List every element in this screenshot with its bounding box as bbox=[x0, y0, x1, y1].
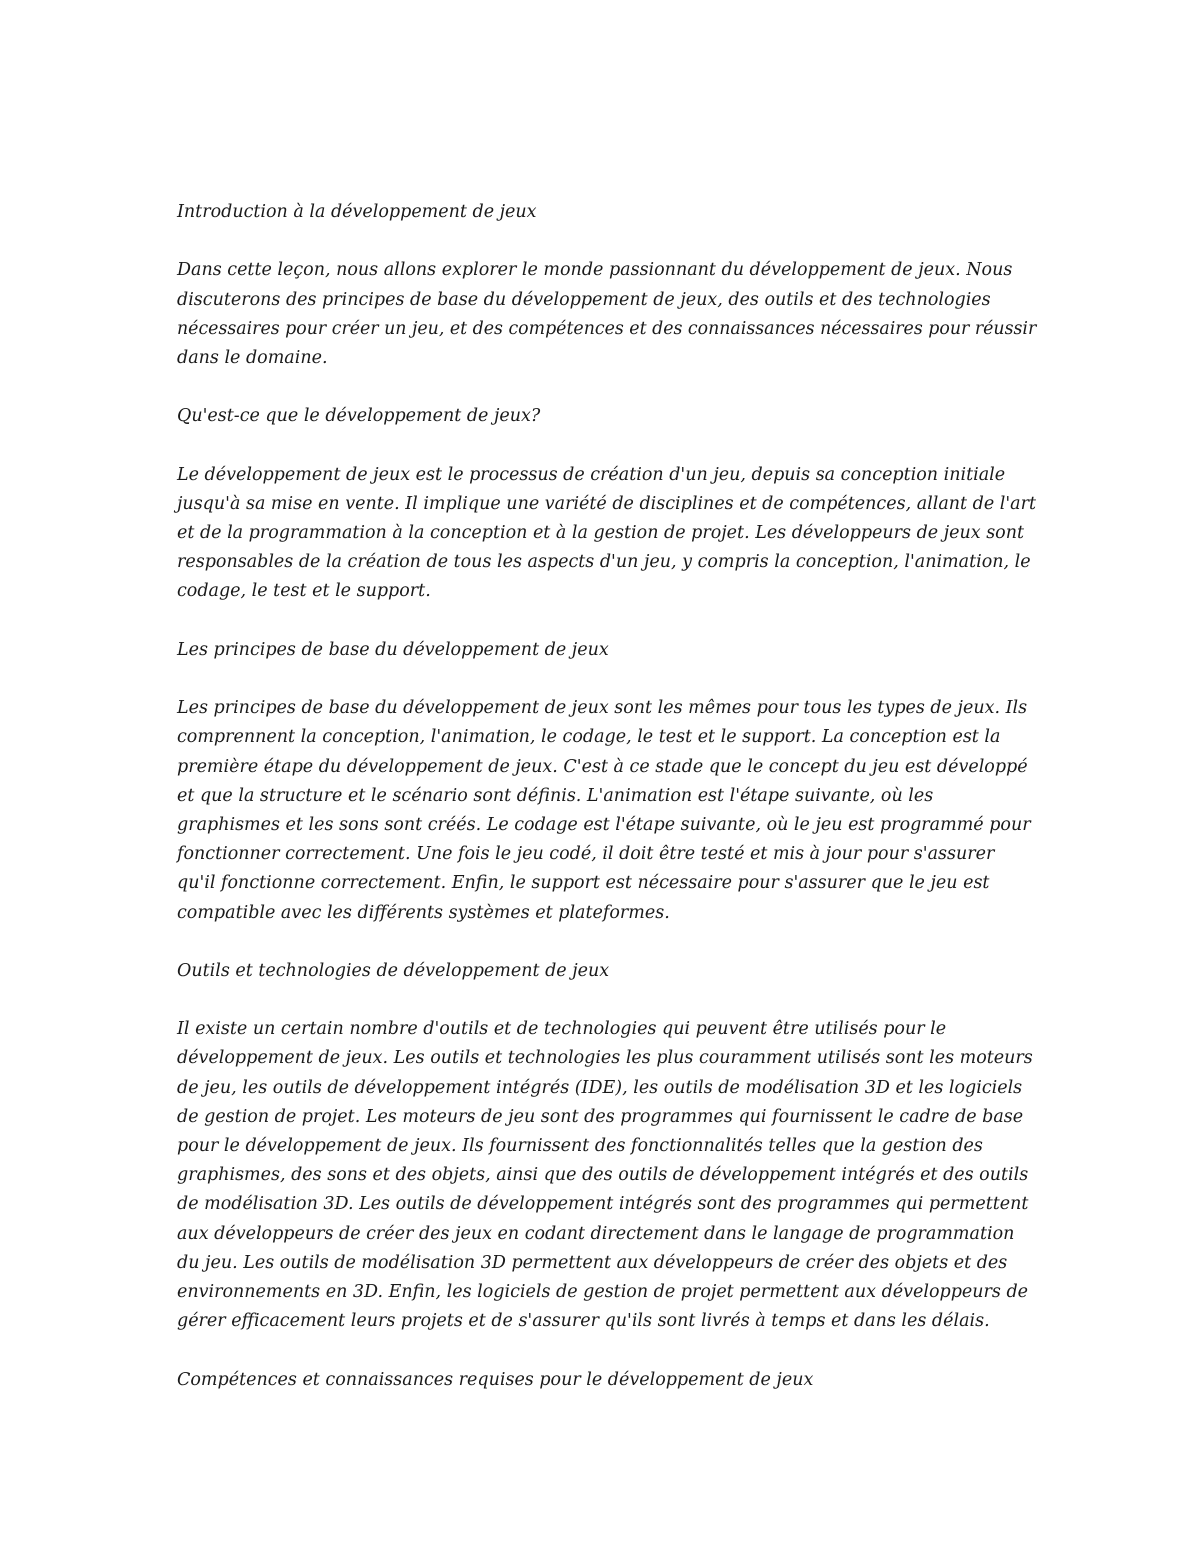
section-heading-tools: Outils et technologies de développement de jeux bbox=[177, 960, 610, 981]
paragraph-line: de jeu, les outils de développement intégrés (IDE), les outils de modélisation 3D et les logiciels bbox=[177, 1077, 1023, 1098]
intro-heading: Introduction à la développement de jeux bbox=[177, 202, 537, 222]
section-heading-skills: Compétences et connaissances requises pour le développement de jeux bbox=[177, 1369, 814, 1390]
paragraph-line: fonctionner correctement. Une fois le jeu codé, il doit être testé et mis à jour pour s'assurer bbox=[177, 844, 995, 865]
section-paragraph-principles bbox=[177, 694, 1031, 928]
paragraph-line: et de la programmation à la conception et à la gestion de projet. Les développeurs de jeux sont bbox=[177, 523, 1025, 544]
paragraph-line: graphismes et les sons sont créés. Le codage est l'étape suivante, où le jeu est programmé pour bbox=[177, 814, 1031, 835]
paragraph-gap bbox=[177, 432, 1027, 461]
paragraph-line: Dans cette leçon, nous allons explorer le monde passionnant du développement de jeux. Nous bbox=[177, 260, 1013, 281]
paragraph-line: qu'il fonctionne correctement. Enfin, le support est nécessaire pour s'assurer que le jeu est bbox=[177, 873, 990, 894]
paragraph-line: et que la structure et le scénario sont définis. L'animation est l'étape suivante, où les bbox=[177, 785, 934, 806]
section-paragraph-tools bbox=[177, 1015, 1033, 1336]
paragraph-line: Il existe un certain nombre d'outils et de technologies qui peuvent être utilisés pour le bbox=[177, 1019, 947, 1040]
section-heading-principles: Les principes de base du développement de jeux bbox=[177, 639, 609, 660]
paragraph-line: Le développement de jeux est le processus de création d'un jeu, depuis sa conception initiale bbox=[177, 464, 1006, 485]
paragraph-line: du jeu. Les outils de modélisation 3D permettent aux développeurs de créer des objets et des bbox=[177, 1252, 1008, 1273]
paragraph-line: première étape du développement de jeux. C'est à ce stade que le concept du jeu est développé bbox=[177, 756, 1028, 777]
paragraph-line: dans le domaine. bbox=[177, 347, 328, 368]
document-body bbox=[177, 198, 1037, 1395]
paragraph-line: responsables de la création de tous les aspects d'un jeu, y compris la conception, l'animation, le bbox=[177, 552, 1031, 573]
paragraph-line: pour le développement de jeux. Ils fournissent des fonctionnalités telles que la gestion des bbox=[177, 1136, 983, 1156]
paragraph-gap bbox=[177, 373, 1027, 402]
paragraph-gap bbox=[177, 986, 1027, 1015]
section-paragraph-what-is bbox=[177, 461, 1036, 607]
paragraph-gap bbox=[177, 665, 1027, 694]
paragraph-gap bbox=[177, 1336, 1027, 1365]
paragraph-gap bbox=[177, 227, 1027, 256]
paragraph-line: discuterons des principes de base du développement de jeux, des outils et des technologies bbox=[177, 289, 991, 310]
section-heading-what-is: Qu'est-ce que le développement de jeux? bbox=[177, 406, 541, 427]
paragraph-line: aux développeurs de créer des jeux en codant directement dans le langage de programmation bbox=[177, 1223, 1015, 1244]
paragraph-line: nécessaires pour créer un jeu, et des compétences et des connaissances nécessaires pour réussir bbox=[177, 318, 1037, 339]
paragraph-gap bbox=[177, 607, 1027, 636]
paragraph-line: jusqu'à sa mise en vente. Il implique une variété de disciplines et de compétences, allant de l'art bbox=[177, 493, 1036, 514]
paragraph-line: comprennent la conception, l'animation, le codage, le test et le support. La conception est la bbox=[177, 727, 1001, 748]
paragraph-line: de gestion de projet. Les moteurs de jeu sont des programmes qui fournissent le cadre de base bbox=[177, 1106, 1024, 1127]
paragraph-line: gérer efficacement leurs projets et de s'assurer qu'ils sont livrés à temps et dans les délais. bbox=[177, 1311, 990, 1332]
paragraph-line: de modélisation 3D. Les outils de développement intégrés sont des programmes qui permettent bbox=[177, 1194, 1029, 1215]
paragraph-line: environnements en 3D. Enfin, les logiciels de gestion de projet permettent aux développeurs de bbox=[177, 1281, 1028, 1302]
paragraph-line: compatible avec les différents systèmes et plateformes. bbox=[177, 902, 670, 923]
paragraph-gap bbox=[177, 928, 1027, 957]
paragraph-line: Les principes de base du développement de jeux sont les mêmes pour tous les types de jeux. Ils bbox=[177, 698, 1028, 719]
intro-paragraph bbox=[177, 256, 1037, 373]
paragraph-line: développement de jeux. Les outils et technologies les plus couramment utilisés sont les moteurs bbox=[177, 1048, 1033, 1069]
paragraph-line: codage, le test et le support. bbox=[177, 581, 431, 602]
paragraph-line: graphismes, des sons et des objets, ainsi que des outils de développement intégrés et des outils bbox=[177, 1165, 1029, 1186]
